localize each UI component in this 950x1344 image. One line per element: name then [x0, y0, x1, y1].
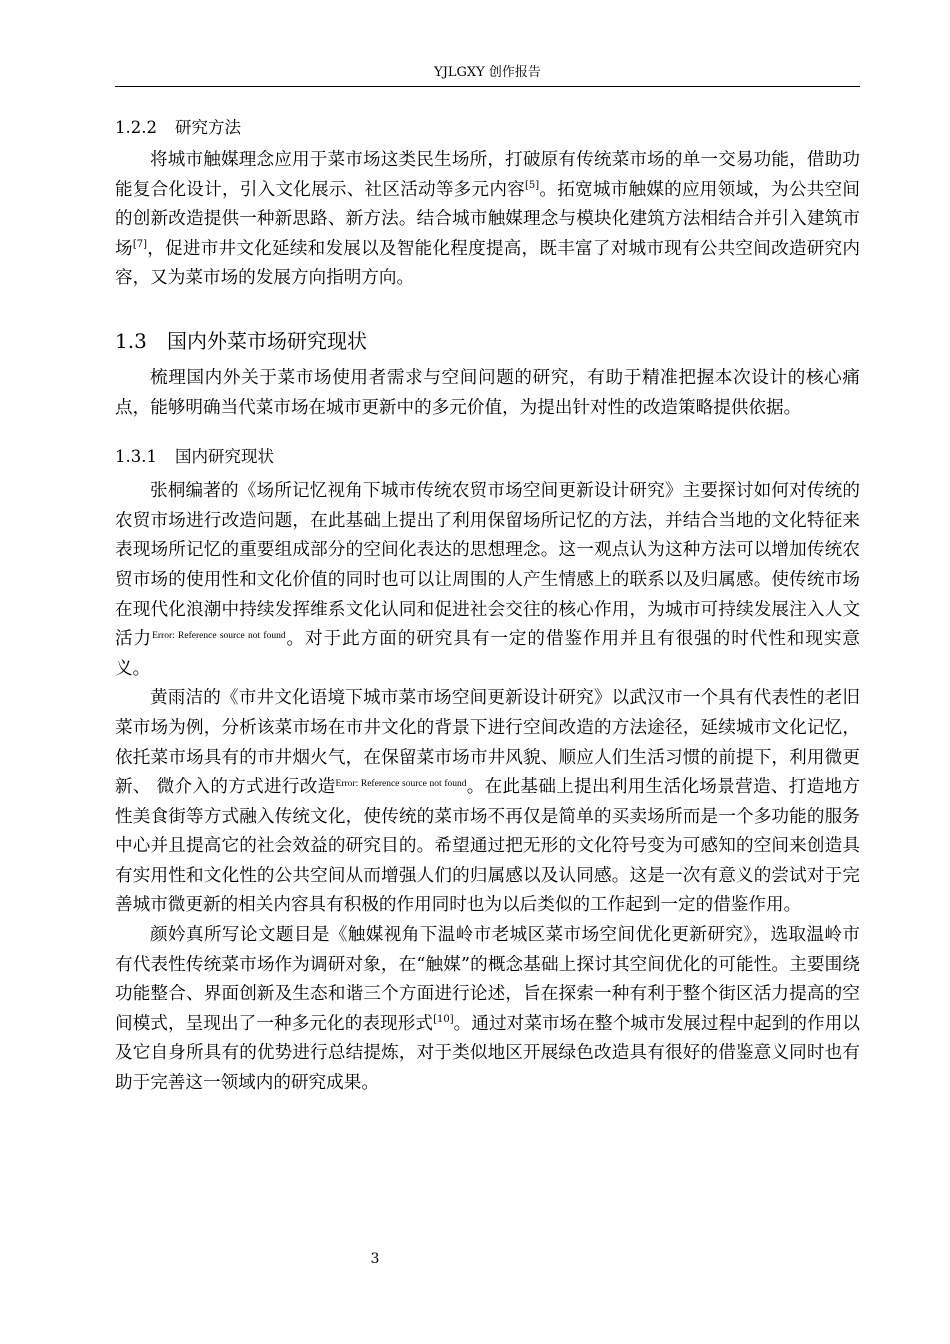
text-run: 。通过对菜市场在整个城市发展过程中起到的作用以及它自身所具有的优势进行总结提炼，对于类似地区开展绿色改造具有很好的借鉴意义同时也有助于完善这一领域内的研究成果。	[115, 1013, 860, 1094]
running-header: YJLGXY 创作报告	[434, 65, 541, 80]
heading-1-2-2	[115, 116, 860, 140]
paragraph-research-method	[115, 146, 860, 294]
heading-title: 国内研究现状	[175, 447, 274, 467]
page-content	[115, 116, 860, 1099]
text-run: 。拓宽城市触媒的应用领域，为公共空间的创新改造提供一种新思路、新方法。结合城市触媒理念与模块化建筑方法相结合并引入建筑市场	[115, 179, 860, 259]
heading-1-3	[115, 327, 860, 355]
text-run: 。对于此方面的研究具有一定的借鉴作用并且有很强的时代性和现实意义。	[115, 629, 860, 679]
heading-number: 1.2.2	[115, 118, 157, 137]
text-run: 颜妗真所写论文题目是《触媒视角下温岭市老城区菜市场空间优化更新研究》，选取温岭市有代表性传统菜市场作为调研对象，在“触媒”的概念基础上探讨其空间优化的可能性。主要围绕功能整合、界面创新及生态和谐三个方面进行论述，旨在探索一种有利于整个街区活力提高的空间模式，呈现出了一种多元化的表现形式	[115, 925, 860, 1034]
text-run: 黄雨洁的《市井文化语境下城市菜市场空间更新设计研究》以武汉市一个具有代表性的老旧菜市场为例，分析该菜市场在市井文化的背景下进行空间改造的方法途径，延续城市文化记忆，依托菜市场具有的市井烟火气，在保留菜市场市井风貌、顺应人们生活习惯的前提下，利用微更新、 微介入的方式进行改造	[115, 688, 860, 798]
text-run: 将城市触媒理念应用于菜市场这类民生场所，打破原有传统菜市场的单一交易功能，借助功能复合化设计，引入文化展示、社区活动等多元内容	[115, 150, 860, 200]
text-run: ，促进市井文化延续和发展以及智能化程度提高，既丰富了对城市现有公共空间改造研究内容，又为菜市场的发展方向指明方向。	[115, 238, 860, 289]
heading-title: 研究方法	[175, 118, 241, 137]
heading-title: 国内外菜市场研究现状	[167, 328, 367, 353]
page-number: 3	[370, 1251, 380, 1267]
citation-ref: [10]	[433, 1013, 454, 1025]
paragraph-overview: 梳理国内外关于菜市场使用者需求与空间问题的研究，有助于精准把握本次设计的核心痛点，能够明确当代菜市场在城市更新中的多元价值，为提出针对性的改造策略提供依据。	[115, 367, 860, 418]
paragraph-zhang-tong	[115, 477, 860, 684]
heading-number: 1.3.1	[115, 447, 157, 467]
paragraph-yan-jinzhen	[115, 921, 860, 1099]
citation-ref: [7]	[132, 238, 147, 250]
header-rule	[115, 86, 860, 87]
text-run: 张桐编著的《场所记忆视角下城市传统农贸市场空间更新设计研究》主要探讨如何对传统的农贸市场进行改造问题，在此基础上提出了利用保留场所记忆的方法，并结合当地的文化特征来表现场所记忆的重要组成部分的空间化表达的思想理念。这一观点认为这种方法可以增加传统农贸市场的使用性和文化价值的同时也可以让周围的人产生情感上的联系以及归属感。使传统市场在现代化浪潮中持续发挥维系文化认同和促进社会交往的核心作用，为城市可持续发展注入人文活力	[115, 481, 860, 650]
text-run: 。在此基础上提出利用生活化场景营造、打造地方性美食街等方式融入传统文化，使传统的菜市场不再仅是简单的买卖场所而是一个多功能的服务中心并且提高它的社会效益的研究目的。希望通过把无形的文化符号变为可感知的空间来创造具有实用性和文化性的公共空间从而增强人们的归属感以及认同感。这是一次有意义的尝试对于完善城市微更新的相关内容具有积极的作用同时也为以后类似的工作起到一定的借鉴作用。	[115, 777, 860, 916]
citation-ref: [5]	[524, 179, 540, 191]
reference-error: Error: Reference source not found	[335, 779, 467, 790]
reference-error: Error: Reference source not found	[152, 631, 286, 642]
heading-number: 1.3	[115, 328, 147, 353]
paragraph-huang-yujie	[115, 684, 860, 921]
heading-1-3-1	[115, 445, 860, 469]
